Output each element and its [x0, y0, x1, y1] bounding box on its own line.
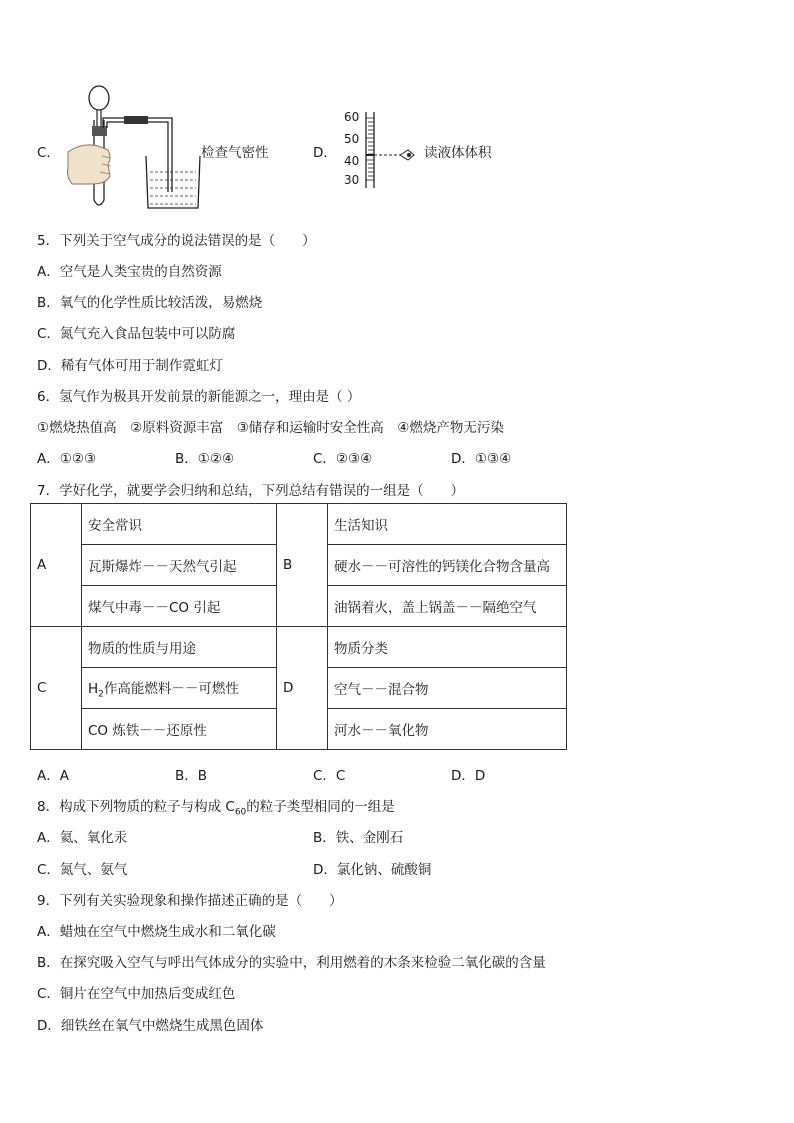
table-cell-letter-b: B: [277, 504, 328, 627]
q9-option-b: B．在探究吸入空气与呼出气体成分的实验中，利用燃着的木条来检验二氧化碳的含量: [37, 955, 546, 971]
table-cell-a-2: 煤气中毒－－CO 引起: [82, 586, 277, 627]
table-cell-letter-d: D: [277, 627, 328, 750]
table-header-a: 安全常识: [82, 504, 277, 545]
h2-subscript: 2: [98, 689, 104, 700]
q5-option-b: B．氧气的化学性质比较活泼，易燃烧: [37, 295, 263, 311]
table-cell-c-1: [82, 668, 277, 709]
q5-stem: 5．下列关于空气成分的说法错误的是（ ）: [37, 233, 316, 249]
cylinder-tick-50: 50: [344, 132, 360, 146]
q6-option-b: B．①②④: [175, 451, 235, 467]
q4-option-c-label: C．: [37, 145, 60, 161]
q8-stem-post: 的粒子类型相同的一组是: [246, 799, 395, 815]
table-cell-d-2: 河水－－氧化物: [328, 709, 567, 750]
q7-option-b: B．B: [175, 768, 208, 784]
q6-stem: 6．氢气作为极具开发前景的新能源之一，理由是（ ）: [37, 389, 361, 405]
table-header-d: 物质分类: [328, 627, 567, 668]
q5-option-a: A．空气是人类宝贵的自然资源: [37, 264, 222, 280]
q6-option-d: D．①③④: [451, 451, 512, 467]
table-cell-c-2: CO 炼铁－－还原性: [82, 709, 277, 750]
table-cell-letter-a: A: [31, 504, 82, 627]
q4-option-c-caption: 检查气密性: [201, 145, 269, 161]
table-cell-letter-c: C: [31, 627, 82, 750]
q7-stem: 7．学好化学，就要学会归纳和总结，下列总结有错误的一组是（ ）: [37, 483, 465, 499]
q7-option-a: A．A: [37, 768, 69, 784]
q6-option-c: C．②③④: [313, 451, 373, 467]
cylinder-tick-30: 30: [344, 173, 360, 187]
q4-option-d-caption: 读液体体积: [424, 145, 492, 161]
q9-option-d: D．细铁丝在氧气中燃烧生成黑色固体: [37, 1018, 264, 1034]
cylinder-tick-60: 60: [344, 110, 360, 124]
table-header-b: 生活知识: [328, 504, 567, 545]
q4-option-d-label: D．: [313, 145, 337, 161]
q8-option-b: B．铁、金刚石: [313, 830, 404, 846]
q8-stem-pre: 8．构成下列物质的粒子与构成 C: [37, 799, 235, 815]
airtightness-apparatus-figure: [62, 80, 202, 215]
table-header-c: 物质的性质与用途: [82, 627, 277, 668]
table-cell-b-2: 油锅着火，盖上锅盖－－隔绝空气: [328, 586, 567, 627]
h2-symbol: H: [88, 680, 99, 697]
q9-option-a: A．蜡烛在空气中燃烧生成水和二氧化碳: [37, 924, 276, 940]
q6-items: ①燃烧热值高 ②原料资源丰富 ③储存和运输时安全性高 ④燃烧产物无污染: [37, 420, 504, 436]
q9-option-c: C．铜片在空气中加热后变成红色: [37, 986, 236, 1002]
q9-stem: 9．下列有关实验现象和操作描述正确的是（ ）: [37, 893, 343, 909]
q5-option-d: D．稀有气体可用于制作霓虹灯: [37, 358, 223, 374]
c60-subscript: 60: [234, 807, 247, 818]
q7-summary-table: [30, 503, 567, 750]
q8-option-d: D．氯化钠、硫酸铜: [313, 862, 432, 878]
table-cell-a-1: 瓦斯爆炸－－天然气引起: [82, 545, 277, 586]
q8-stem: [37, 795, 395, 818]
q7-option-d: D．D: [451, 768, 486, 784]
cylinder-tick-40: 40: [344, 154, 360, 168]
q8-option-c: C．氮气、氨气: [37, 862, 128, 878]
q8-option-a: A．氦、氧化汞: [37, 830, 128, 846]
table-cell-d-1: 空气－－混合物: [328, 668, 567, 709]
q7-option-c: C．C: [313, 768, 346, 784]
q5-option-c: C．氮气充入食品包装中可以防腐: [37, 326, 236, 342]
table-cell-b-1: 硬水－－可溶性的钙镁化合物含量高: [328, 545, 567, 586]
q6-option-a: A．①②③: [37, 451, 97, 467]
h2-use-text: 作高能燃料－－可燃性: [103, 680, 239, 697]
